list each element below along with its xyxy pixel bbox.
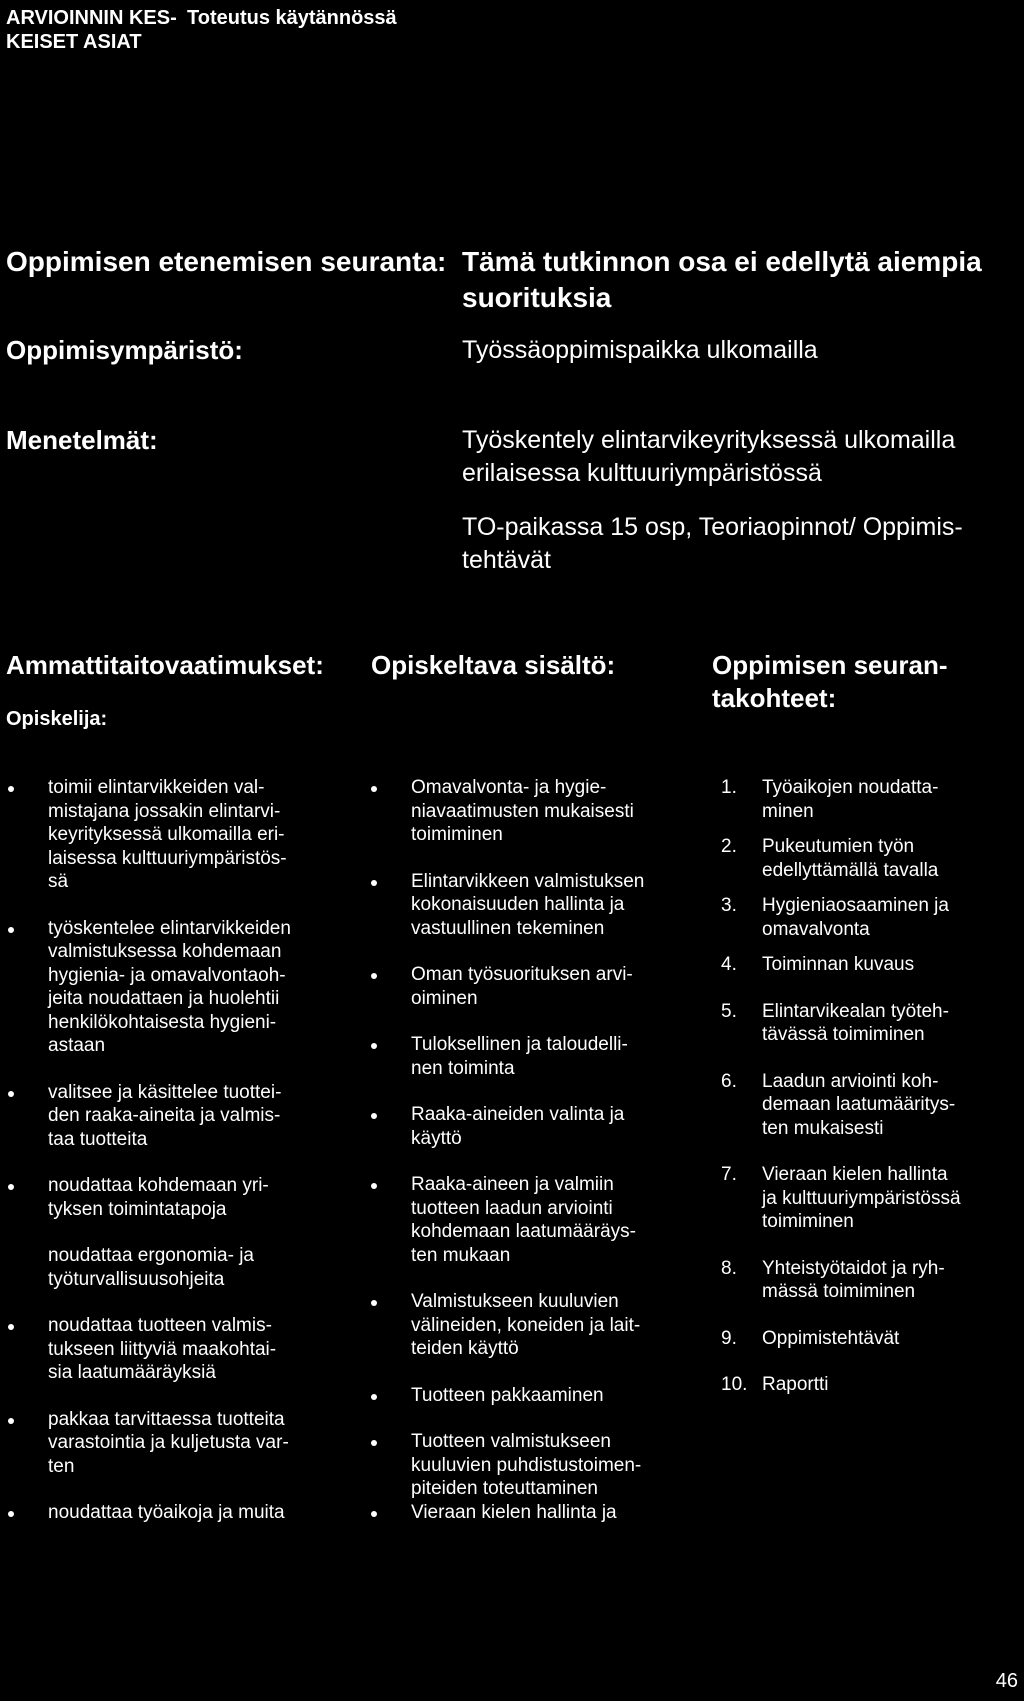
menetelmat-value2 [462,511,963,577]
list-item-number: 4. [721,954,737,975]
list-item-line: mässä toimiminen [762,1281,916,1302]
list-item-line: nen toiminta [411,1057,515,1079]
list-item-line: tävässä toimiminen [762,1024,925,1045]
list-item-line: minen [762,800,814,822]
list-item-line: den raaka-aineita ja valmis- [48,1105,281,1126]
ymparisto-value: Työssäoppimispaikka ulkomailla [462,336,818,364]
seuranta-value [462,244,982,316]
list-item-line: teiden käyttö [411,1338,519,1359]
list-item-line: Vieraan kielen hallinta ja [411,1501,617,1523]
list-item-line: oiminen [411,987,478,1009]
seuranta-heading [712,649,948,715]
list-item-line: toimii elintarvikkeiden val- [48,777,265,798]
seuranta-value-line: suorituksia [462,282,612,313]
list-item-line: ja kulttuuriympäristössä [762,1187,961,1209]
list-item-line: ten [48,1455,75,1477]
list-item [6,1174,346,1221]
list-item [721,1070,1016,1141]
list-item-line: Laadun arviointi koh- [762,1070,939,1092]
header-col1-line: KEISET ASIAT [6,31,142,53]
list-item-line: tukseen liittyviä maakohtai- [48,1338,277,1360]
menetelmat-label: Menetelmät: [6,425,158,455]
list-item-line: taa tuotteita [48,1128,148,1150]
list-item-line: Toiminnan kuvaus [762,954,915,975]
list-item-line: työskentelee elintarvikkeiden [48,917,291,939]
list-item-number: 10. [721,1374,748,1395]
list-item-line: Oman työsuorituksen arvi- [411,964,633,985]
list-item [369,1384,709,1408]
list-item-line: omavalvonta [762,918,870,940]
menetelmat-value-line: Työskentely elintarvikeyrityksessä ulkomailla [462,426,956,454]
list-item [369,1290,709,1361]
menetelmat-value-line: erilaisessa kulttuuriympäristössä [462,459,822,487]
list-item-number: 3. [721,895,737,916]
list-item-line: tuotteen laadun arviointi [411,1197,613,1219]
list-item-line: Tuloksellinen ja taloudelli- [411,1034,628,1055]
list-item-number: 7. [721,1164,737,1185]
list-item-line: ten mukaisesti [762,1117,884,1139]
list-item-line: Hygieniaosaaminen ja [762,895,949,916]
list-item-line: astaan [48,1035,106,1056]
list-item-line: Raaka-aineen ja valmiin [411,1174,614,1195]
list-item-line: Valmistukseen kuuluvien [411,1291,619,1312]
list-item-line: Työaikojen noudatta- [762,777,939,798]
list-item-line: varastointia ja kuljetusta var- [48,1432,289,1453]
list-item-line: kokonaisuuden hallinta ja [411,894,625,915]
list-item-line: Oppimistehtävät [762,1327,900,1349]
list-item-number: 5. [721,1000,737,1022]
list-item [369,1501,709,1525]
menetelmat-value2-line: TO-paikassa 15 osp, Teoriaopinnot/ Oppimis- [462,513,963,541]
list-item-number: 8. [721,1257,737,1279]
list-item-line: Raportti [762,1374,829,1395]
seuranta-label: Oppimisen etenemisen seuranta: [6,246,447,277]
ymparisto-label: Oppimisympäristö: [6,335,243,365]
list-item-line: työturvallisuusohjeita [48,1268,225,1290]
list-item [721,1373,1016,1397]
list-item-line: kohdemaan laatumääräys- [411,1221,636,1242]
list-item-line: välineiden, koneiden ja lait- [411,1314,641,1336]
list-item-line: demaan laatumääritys- [762,1094,956,1115]
list-item-line: sä [48,871,69,892]
list-item-number: 9. [721,1327,737,1349]
list-item-line: edellyttämällä tavalla [762,859,939,881]
list-item [721,1327,1016,1351]
list-item [369,776,709,847]
list-item-line: Elintarvikkeen valmistuksen [411,870,645,892]
list-item-line: valitsee ja käsittelee tuottei- [48,1081,282,1103]
page-number: 46 [995,1670,1018,1692]
header-col2: Toteutus käytännössä [187,7,397,29]
list-item [369,1430,709,1501]
list-item [6,1408,346,1479]
list-item-line: Raaka-aineiden valinta ja [411,1104,625,1125]
list-item-line: Pukeutumien työn [762,836,915,857]
header-col1 [6,6,177,54]
list-item-no-bullet [6,1244,346,1291]
list-item-line: Tuotteen pakkaaminen [411,1384,604,1406]
sisalto-list [369,776,709,1524]
list-item [721,1163,1016,1234]
list-item [369,870,709,941]
list-item-line: sia laatumääräyksiä [48,1362,216,1383]
list-item-line: mistajana jossakin elintarvi- [48,800,281,822]
list-item [369,1173,709,1267]
list-item-line: henkilökohtaisesta hygieni- [48,1011,277,1033]
list-item-line: käyttö [411,1127,462,1149]
list-item [6,1314,346,1385]
list-item-line: noudattaa työaikoja ja muita [48,1502,285,1523]
list-item [6,1081,346,1152]
list-item-line: Tuotteen valmistukseen [411,1431,611,1452]
list-item-line: noudattaa tuotteen valmis- [48,1315,272,1336]
list-item [721,894,1016,941]
list-item-line: tyksen toimintatapoja [48,1198,227,1220]
menetelmat-value [462,424,955,490]
list-item [721,835,1016,882]
opiskelija-label: Opiskelija: [6,708,108,730]
list-item-line: hygienia- ja omavalvontaoh- [48,964,286,986]
list-item [721,953,1016,977]
list-item-line: jeita noudattaen ja huolehtii [48,988,280,1009]
ammattitaito-list [6,776,346,1525]
list-item [369,1033,709,1080]
list-item-line: piteiden toteuttaminen [411,1478,598,1499]
list-item [6,776,346,894]
header-col1-line: ARVIOINNIN KES- [6,7,177,29]
list-item-line: vastuullinen tekeminen [411,917,605,939]
list-item [6,1501,346,1525]
seuranta-heading-line: Oppimisen seuran- [712,650,948,680]
list-item-line: niavaatimusten mukaisesti [411,800,634,822]
seuranta-value-line: Tämä tutkinnon osa ei edellytä aiempia [462,246,982,277]
list-item-number: 1. [721,777,737,798]
list-item-line: kuuluvien puhdistustoimen- [411,1454,642,1476]
ammattitaito-heading: Ammattitaitovaatimukset: [6,650,324,680]
list-item [721,776,1016,823]
list-item-line: pakkaa tarvittaessa tuotteita [48,1408,285,1430]
list-item-line: toimiminen [411,824,503,845]
list-item [369,1103,709,1150]
list-item [721,1257,1016,1304]
menetelmat-value2-line: tehtävät [462,546,551,574]
list-item [369,963,709,1010]
list-item-line: Vieraan kielen hallinta [762,1164,948,1185]
list-item-line: Elintarvikealan työteh- [762,1000,949,1022]
list-item-line: Omavalvonta- ja hygie- [411,777,607,798]
list-item-line: toimiminen [762,1211,854,1232]
list-item [721,1000,1016,1047]
list-item-line: keyrityksessä ulkomailla eri- [48,824,285,845]
list-item-number: 2. [721,836,737,857]
list-item [6,917,346,1058]
sisalto-heading: Opiskeltava sisältö: [371,650,616,680]
seuranta-list [721,776,1016,1397]
list-item-line: noudattaa kohdemaan yri- [48,1175,269,1196]
list-item-line: noudattaa ergonomia- ja [48,1245,254,1266]
list-item-line: ten mukaan [411,1244,511,1266]
list-item-line: Yhteistyötaidot ja ryh- [762,1257,945,1279]
seuranta-heading-line: takohteet: [712,683,837,713]
list-item-number: 6. [721,1070,737,1092]
list-item-line: valmistuksessa kohdemaan [48,941,282,962]
list-item-line: laisessa kulttuuriympäristös- [48,847,287,869]
